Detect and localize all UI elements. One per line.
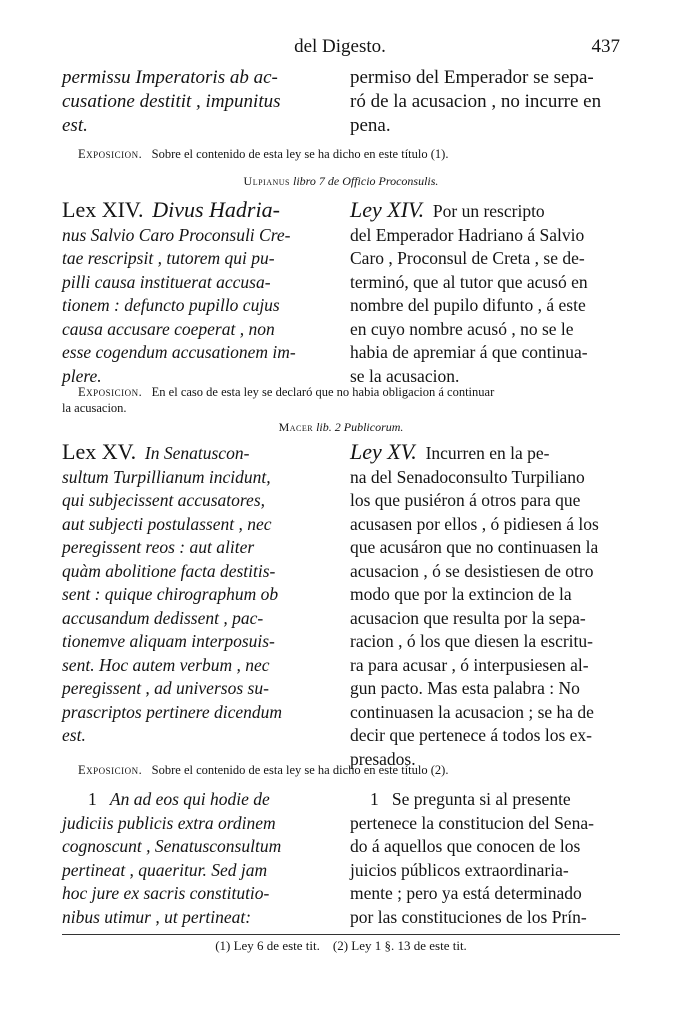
latin-line: accusandum dedissent , pac- — [62, 607, 264, 628]
exposicion-text: Sobre el contenido de esta ley se ha dicho en este título (2). — [151, 763, 449, 777]
latin-line: pilli causa instituerat accusa- — [62, 271, 271, 292]
spanish-column — [350, 440, 622, 771]
spanish-line: juicios públicos extraordinaria- — [350, 859, 569, 880]
spanish-column — [350, 66, 622, 138]
spanish-line: gun pacto. Mas esta palabra : No — [350, 678, 580, 698]
latin-line: permissu Imperatoris ab ac- — [62, 67, 278, 88]
exposicion-text: la acusacion. — [62, 401, 127, 415]
latin-line: hoc jure ex sacris constitutio- — [62, 883, 270, 903]
spanish-line: por las constituciones de los Prín- — [350, 906, 587, 927]
latin-line: sent. Hoc autem verbum , nec — [62, 654, 270, 675]
exposicion-label: Exposicion. — [78, 385, 143, 399]
ley-label: Ley XV. — [350, 439, 417, 464]
latin-line: est. — [62, 115, 88, 136]
latin-line: Divus Hadria- — [152, 197, 280, 222]
latin-line: est. — [62, 725, 86, 745]
spanish-line: pena. — [350, 115, 391, 136]
spanish-line: acusacion , ó se desistiesen de otro — [350, 560, 594, 581]
latin-line: peregissent , ad universos su- — [62, 678, 269, 698]
running-header — [60, 36, 620, 62]
latin-line: cognoscunt , Senatusconsultum — [62, 836, 282, 856]
exposicion-label: Exposicion. — [78, 763, 143, 777]
paragraph-number: 1 — [88, 789, 97, 809]
latin-line: prascriptos pertinere dicendum — [62, 701, 283, 722]
latin-column — [62, 198, 330, 388]
latin-line: judiciis publicis extra ordinem — [62, 812, 276, 833]
paragraph-number: 1 — [370, 789, 379, 809]
spanish-line: Por un rescripto — [432, 201, 545, 221]
spanish-line: permiso del Emperador se sepa- — [350, 67, 594, 88]
parallel-block-4 — [62, 788, 622, 929]
spanish-line: modo que por la extincion de la — [350, 584, 572, 604]
latin-line: tionem : defuncto pupillo cujus — [62, 295, 280, 315]
spanish-line: terminó, que al tutor que acusó en — [350, 271, 588, 292]
latin-line: esse cogendum accusationem im- — [62, 342, 296, 362]
latin-line: pertineat , quaeritur. Sed jam — [62, 859, 268, 880]
latin-line: In Senatuscon- — [144, 443, 250, 463]
exposicion-label: Exposicion. — [78, 147, 143, 161]
latin-column — [62, 788, 330, 929]
latin-line: plere. — [62, 365, 102, 386]
latin-column — [62, 66, 330, 138]
spanish-line: nombre del pupilo difunto , á este — [350, 295, 586, 315]
lex-label: Lex XV. — [62, 439, 137, 464]
lex-label: Lex XIV. — [62, 197, 144, 222]
source-work: lib. 2 Publicorum. — [316, 420, 404, 434]
latin-column — [62, 440, 330, 771]
spanish-line: presados. — [350, 748, 416, 769]
latin-line: sent : quique chirographum ob — [62, 584, 279, 604]
source-work: libro 7 de Officio Proconsulis. — [293, 174, 439, 188]
source-heading-1 — [0, 174, 682, 189]
spanish-line: Caro , Proconsul de Creta , se de- — [350, 248, 585, 268]
latin-line: qui subjecissent accusatores, — [62, 490, 266, 510]
latin-line: quàm abolitione facta destitis- — [62, 560, 276, 581]
exposicion-1 — [78, 146, 624, 162]
spanish-line: mente ; pero ya está determinado — [350, 883, 582, 903]
latin-line: An ad eos qui hodie de — [109, 789, 270, 809]
spanish-line: en cuyo nombre acusó , no se le — [350, 318, 574, 339]
spanish-line: habia de apremiar á que continua- — [350, 342, 588, 362]
footnotes — [0, 938, 682, 954]
spanish-line: se la acusacion. — [350, 365, 460, 386]
latin-line: sultum Turpillianum incidunt, — [62, 466, 271, 487]
source-author: Ulpianus — [243, 174, 290, 188]
latin-line: causa accusare coeperat , non — [62, 318, 275, 339]
exposicion-2 — [62, 384, 622, 416]
spanish-column — [350, 198, 622, 388]
spanish-line: que acusáron que no continuasen la — [350, 537, 599, 557]
spanish-line: acusasen por ellos , ó pidiesen á los — [350, 513, 599, 534]
footnote-rule — [62, 934, 620, 935]
latin-line: aut subjecti postulassent , nec — [62, 513, 272, 534]
running-title: del Digesto. — [294, 36, 386, 57]
exposicion-text: Sobre el contenido de esta ley se ha dicho en este título (1). — [151, 147, 449, 161]
exposicion-3 — [78, 762, 624, 778]
latin-line: nibus utimur , ut pertineat: — [62, 906, 252, 927]
source-heading-2 — [0, 420, 682, 435]
spanish-line: na del Senadoconsulto Turpiliano — [350, 466, 585, 487]
spanish-line: del Emperador Hadriano á Salvio — [350, 224, 585, 245]
ley-label: Ley XIV. — [350, 197, 425, 222]
footnote-1: (1) Ley 6 de este tit. — [215, 938, 320, 953]
parallel-block-1 — [62, 66, 622, 138]
exposicion-text: En el caso de esta ley se declaró que no habia obligacion á continuar — [151, 385, 495, 399]
spanish-line: racion , ó los que diesen la escritu- — [350, 631, 593, 651]
page-number: 437 — [591, 36, 620, 57]
spanish-line: acusacion que resulta por la sepa- — [350, 607, 586, 628]
spanish-line: pertenece la constitucion del Sena- — [350, 812, 594, 833]
spanish-line: decir que pertenece á todos los ex- — [350, 725, 592, 745]
spanish-line: continuasen la acusacion ; se ha de — [350, 701, 594, 722]
parallel-block-2 — [62, 198, 622, 388]
spanish-line: ró de la acusacion , no incurre en — [350, 91, 602, 112]
latin-line: peregissent reos : aut aliter — [62, 537, 255, 557]
source-author: Macer — [278, 420, 314, 434]
latin-line: cusatione destitit , impunitus — [62, 91, 281, 112]
spanish-line: Incurren en la pe- — [425, 443, 550, 463]
parallel-block-3 — [62, 440, 622, 771]
latin-line: nus Salvio Caro Proconsuli Cre- — [62, 224, 291, 245]
latin-line: tae rescripsit , tutorem qui pu- — [62, 248, 275, 268]
footnote-2: (2) Ley 1 §. 13 de este tit. — [332, 938, 467, 953]
spanish-line: Se pregunta si al presente — [391, 789, 571, 809]
latin-line: tionemve aliquam interposuis- — [62, 631, 275, 651]
spanish-line: los que pusiéron á otros para que — [350, 490, 581, 510]
spanish-line: do á aquellos que conocen de los — [350, 836, 581, 856]
spanish-line: ra para acusar , ó interpusiesen al- — [350, 654, 589, 675]
spanish-column — [350, 788, 622, 929]
